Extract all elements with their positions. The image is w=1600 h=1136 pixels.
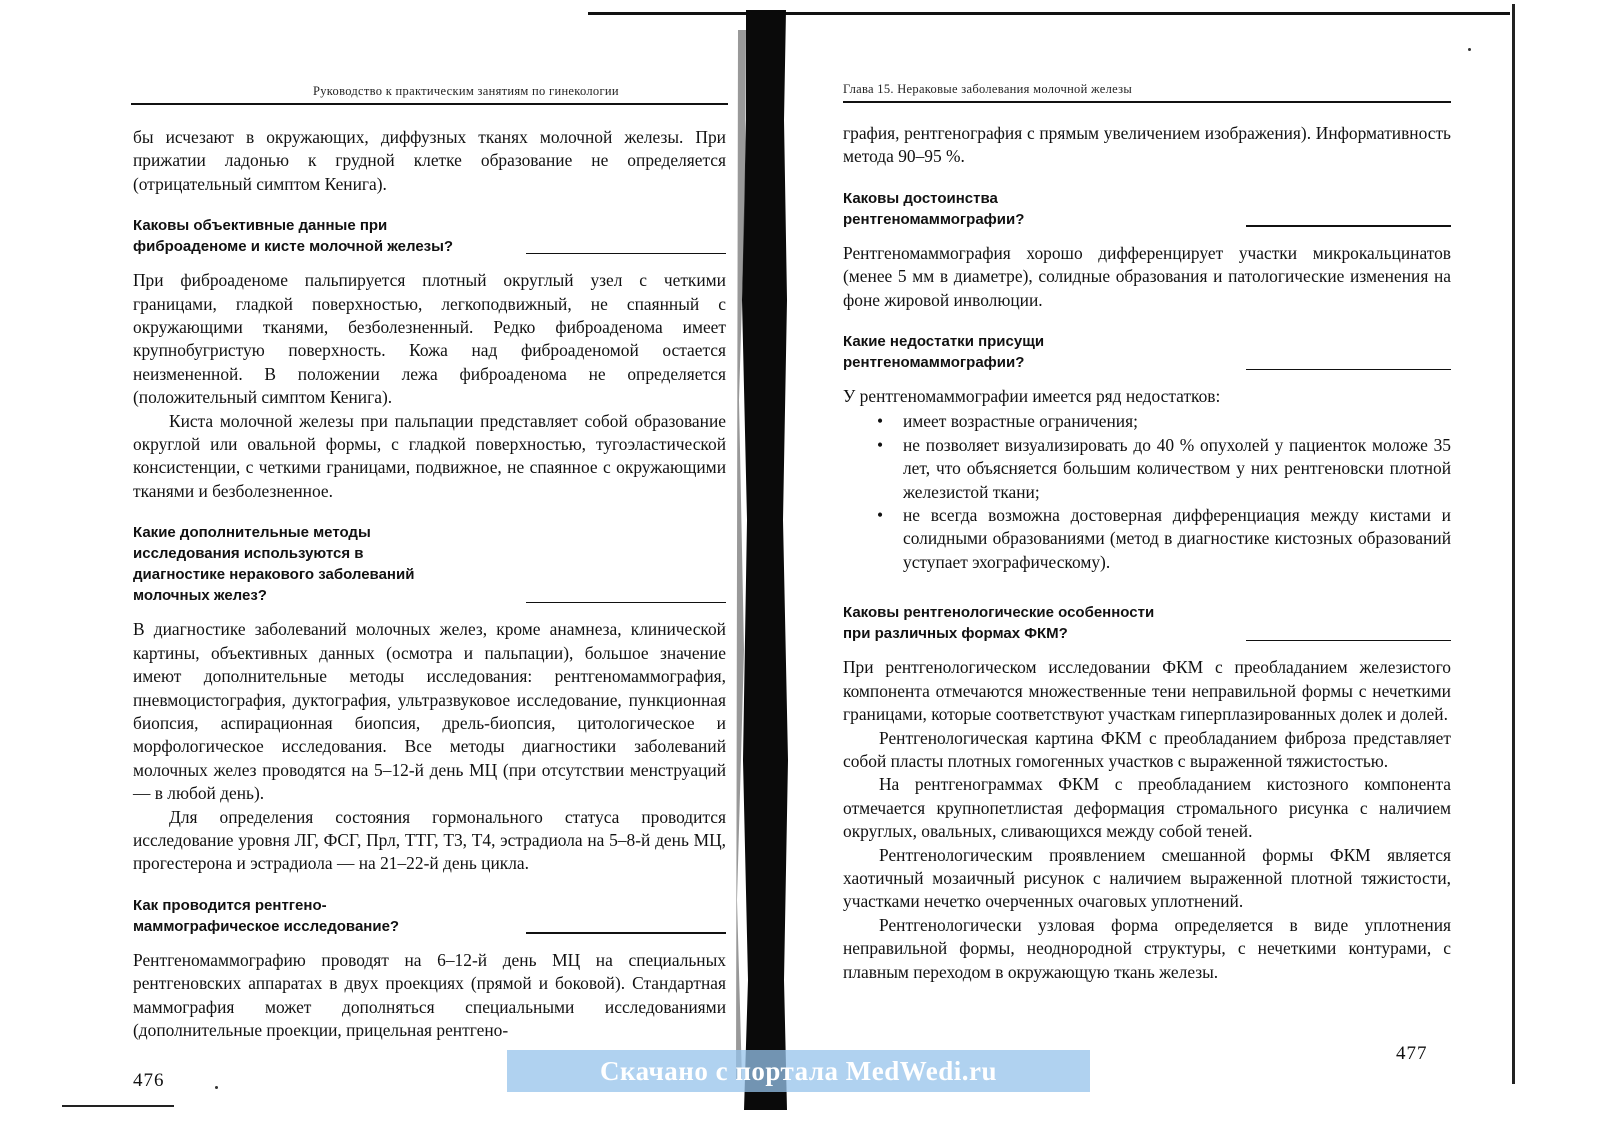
- question-line: при различных формах ФКМ?: [843, 625, 1068, 643]
- watermark-banner: [507, 1050, 1090, 1092]
- question-line: Каковы объективные данные при: [133, 217, 388, 235]
- answer-paragraph: Рентгенологически узловая форма определяется в виде уплотнения неправильной формы, неоднородной структуры, с нечеткими контурами, с плавным переходом в окружающую ткань железы.: [843, 914, 1451, 982]
- heading-rule: [526, 602, 726, 604]
- answer-paragraph: В диагностике заболеваний молочных желез, кроме анамнеза, клинической картины, объективных данных (осмотра и пальпации), большое значение имеют дополнительные методы исследования: рентгеномаммография, пневмоцистография, дуктография, ультразвуковое исследование, пункционная биопсия, аспирационная биопсия, дрель-биопсия, цитологическое и морфологическое исследования. Все методы диагностики заболеваний молочных желез проводятся на 5–12-й день МЦ (при отсутствии менструаций — в любой день).: [133, 619, 726, 804]
- question-line: маммографическое исследование?: [133, 917, 400, 935]
- question-heading: [133, 522, 726, 606]
- left-text-column: [133, 126, 726, 1042]
- question-heading: [843, 331, 1451, 373]
- question-line: рентгеномаммографии?: [843, 210, 1025, 228]
- heading-rule: [526, 253, 726, 255]
- question-line: молочных желез?: [133, 587, 267, 605]
- question-line: исследования используются в: [133, 545, 364, 563]
- heading-rule: [526, 932, 726, 934]
- intro-paragraph: бы исчезают в окружающих, диффузных тканях молочной железы. При прижатии ладонью к грудной клетке образование не определяется (отрицательный симптом Кенига).: [133, 127, 726, 194]
- heading-rule: [1246, 369, 1451, 371]
- header-rule-right: [843, 101, 1451, 103]
- page-number-left: 476: [133, 1070, 165, 1091]
- book-gutter: [724, 0, 808, 1131]
- right-page: [800, 0, 1600, 1131]
- list-intro: У рентгеномаммографии имеется ряд недостатков:: [843, 386, 1221, 407]
- question-line: Каковы достоинства: [843, 189, 998, 207]
- answer-paragraph: На рентгенограммах ФКМ с преобладанием кистозного компонента отмечается крупнопетлистая деформация стромального рисунка с наличием округлых, овальных, сливающихся между собой теней.: [843, 774, 1451, 842]
- bullet-item: • имеет возрастные ограничения;: [843, 410, 1451, 433]
- intro-paragraph: графия, рентгенография с прямым увеличением изображения). Информативность метода 90–95 %.: [843, 123, 1451, 167]
- question-line: Какие дополнительные методы: [133, 524, 371, 542]
- running-head-left: Руководство к практическим занятиям по гинекологии: [313, 84, 619, 98]
- question-heading: [133, 895, 726, 937]
- heading-rule: [1246, 640, 1451, 642]
- answer-paragraph: Рентгенологическим проявлением смешанной формы ФКМ является хаотичный мозаичный рисунок с наличием выраженной плотной тяжистости, участками нечетко очерченных очаговых уплотнений.: [843, 844, 1451, 912]
- spine-shadow: [724, 0, 808, 1131]
- running-head-right: Глава 15. Нераковые заболевания молочной железы: [843, 82, 1133, 96]
- question-line: рентгеномаммографии?: [843, 354, 1025, 372]
- question-heading: [133, 215, 726, 257]
- header-rule-left: [131, 103, 728, 105]
- question-line: Как проводится рентгено-: [133, 896, 327, 914]
- question-line: фиброаденоме и кисте молочной железы?: [133, 238, 454, 256]
- bullet-item: • не всегда возможна достоверная дифференциация между кистами и солидными образованиями (метод в диагностике кистозных образований уступает эхографическому).: [843, 504, 1451, 574]
- question-heading: [843, 188, 1451, 230]
- answer-paragraph: Рентгеномаммография хорошо дифференцирует участки микрокальцинатов (менее 5 мм в диаметре), солидные образования и патологические изменения на фоне жировой инволюции.: [843, 242, 1451, 310]
- question-heading: [843, 602, 1451, 644]
- bullet-item: • не позволяет визуализировать до 40 % опухолей у пациенток моложе 35 лет, что объясняется большим количеством у них рентгеновски плотной железистой ткани;: [843, 434, 1451, 504]
- answer-paragraph: Рентгеномаммографию проводят на 6–12-й день МЦ на специальных рентгеновских аппаратах в двух проекциях (прямой и боковой). Стандартная маммография может дополняться специальными исследованиями (дополнительные проекции, прицельная рентгено-: [133, 949, 726, 1040]
- right-text-column: [843, 122, 1451, 984]
- page-number-right: 477: [1396, 1043, 1428, 1064]
- watermark-text: Скачано с портала MedWedi.ru: [599, 1055, 998, 1086]
- answer-paragraph: При рентгенологическом исследовании ФКМ с преобладанием железистого компонента отмечаются множественные тени неправильной формы с нечеткими границами, которые соответствуют участкам гиперплазированных долек и долей.: [843, 657, 1451, 725]
- left-page: [0, 0, 740, 1131]
- question-line: Какие недостатки присущи: [843, 333, 1045, 351]
- question-line: Каковы рентгенологические особенности: [843, 604, 1155, 622]
- answer-paragraph: Киста молочной железы при пальпации представляет собой образование округлой или овальной формы, с гладкой поверхностью, тугоэластической консистенции, с четкими границами, подвижное, не спаянное с окружающими тканями и безболезненное.: [133, 410, 726, 501]
- question-line: диагностике неракового заболеваний: [133, 566, 415, 584]
- answer-paragraph: Для определения состояния гормонального статуса проводится исследование уровня ЛГ, ФСГ, Прл, ТТГ, Т3, Т4, эстрадиола на 5–8-й день МЦ, прогестерона и эстрадиола — на 21–22-й день цикла.: [133, 806, 726, 874]
- answer-paragraph: Рентгенологическая картина ФКМ с преобладанием фиброза представляет собой пласты плотных гомогенных участков с выраженной тяжистостью.: [843, 727, 1451, 771]
- heading-rule: [1246, 225, 1451, 227]
- answer-paragraph: При фиброаденоме пальпируется плотный округлый узел с четкими границами, гладкой поверхностью, легкоподвижный, не спаянный с окружающими тканями, безболезненный. Редко фиброаденома имеет крупнобугристую поверхность. Кожа над фиброаденомой остается неизмененной. В положении лежа фиброаденома не определяется (положительный симптом Кенига).: [133, 270, 726, 408]
- bullet-list: [843, 410, 1451, 574]
